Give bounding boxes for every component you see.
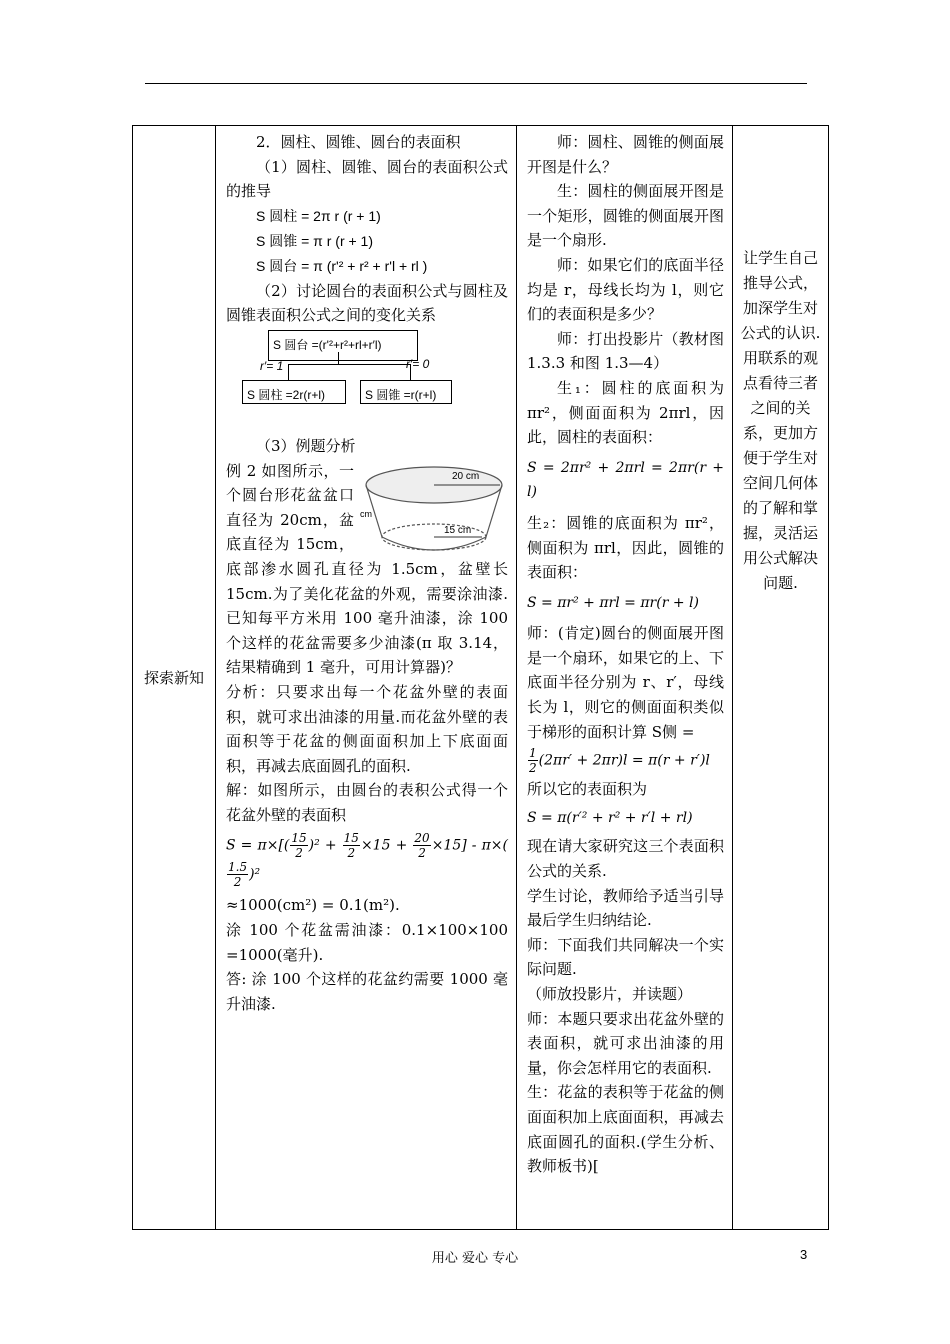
relation-diagram [226,330,508,430]
page-number: 3 [800,1247,808,1262]
flowerpot-figure [360,463,508,555]
teacher-action: （师放投影片，并读题） [527,985,693,1003]
diagram-cone-box: S 圆锥 =r(r+l) [360,380,452,404]
surface-area-formula: S = π×[( $\frac{15}{2}$ )² + $\frac{15}{2}$ ×15 + $\frac{20}{2}$ ×15] - π×( $\frac{1.5}{2}$ )² [226,831,509,890]
cone-surface-formula: S = πr² + πrl = πr(r + l) [527,594,699,611]
teacher-question-5: 所以它的表面积为 [527,780,648,799]
subheading-2: （2）讨论圆台的表面积公式与圆柱及圆锥表面积公式之间的变化关系 [226,281,508,325]
intent-text-2: 用联系的观点看待三者之间的关系，更加方便于学生对空间几何体的了解和掌握，灵活运用公式解决问题. [742,349,818,592]
student-answer-2: 生₁：圆柱的底面积为 πr²，侧面面积为 2πrl，因此，圆柱的表面积： [527,378,724,447]
section-label: 探索新知 [143,669,204,687]
diagram-cylinder-box: S 圆柱 =2r(r+l) [242,380,346,404]
subheading-3: （3）例题分析 [256,436,356,455]
teacher-question-2: 师：如果它们的底面半径均是 r，母线长均为 l，则它们的表面积是多少？ [527,255,724,324]
teacher-question-7: 师：下面我们共同解决一个实际问题. [527,935,724,979]
subheading-1: （1）圆柱、圆锥、圆台的表面积公式的推导 [226,157,508,201]
content-cell [216,126,517,1230]
header-rule [145,83,807,84]
dialogue-cell [517,126,733,1230]
diagram-connector [288,364,410,365]
student-answer-1: 生：圆柱的侧面展开图是一个矩形，圆锥的侧面展开图是一个扇形. [527,182,724,250]
intent-text-1: 让学生自己推导公式，加深学生对公式的认识. [740,249,821,342]
diagram-left-label: r′= 1 [260,358,284,373]
figure-side-label: cm [360,508,372,519]
figure-top-label: 20 cm [452,470,480,482]
diagram-connector [288,364,289,380]
analysis-text: 分析：只要求出每一个花盆外壁的表面积，就可求出油漆的用量.而花盆外壁的表面积等于花盆的侧面面积加上下底面面积，再减去底面圆孔的面积. [226,682,508,775]
lesson-table [132,125,829,1230]
teacher-question-9: 师：本题只要求出花盆外壁的表面积，就可求出油漆的用量，你会怎样用它的表面积. [527,1009,724,1077]
heading: 2．圆柱、圆锥、圆台的表面积 [256,133,461,151]
example-text: 例 2 如图所示，一个圆台形花盆盆口直径为 20cm，盆底直径为 15cm，底部渗水圆孔直径为 1.5cm，盆壁长 15cm.为了美化花盆的外观，需要涂油漆.已知每平方米用 100 毫升油漆，涂 100 个这样的花盆需要多少油漆(π 取 3.14，结果精确到 1 毫升，可用计算器)？ [226,461,508,677]
student-answer-4: 生：花盆的表积等于花盆的侧面面积加上底面面积，再减去底面圆孔的面积.(学生分析、教师板书)[ [527,1083,724,1176]
figure-bottom-label: 15 cm [444,524,472,536]
teacher-question-4: 师：(肯定)圆台的侧面展开图是一个扇环，如果它的上、下底面半径分别为 r、r′，母线长为 l，则它的侧面面积类似于梯形的面积计算 S侧 = [527,624,724,741]
paint-text: 涂 100 个花盆需油漆：0.1×100×100 =1000(毫升). [226,921,508,964]
formula-cone: S 圆锥 = π r (r + 1) [256,232,374,249]
diagram-right-label: r′= 0 [406,356,430,371]
footer: 用心 爱心 专心 [431,1251,519,1266]
diagram-frustum-box: S 圆台 =(r'²+r²+rl+r′l) [268,330,418,361]
student-answer-3: 生₂：圆锥的底面积为 πr²，侧面积为 πrl，因此，圆锥的表面积： [527,513,724,582]
teacher-question-5b: 现在请大家研究这三个表面积公式的关系. [527,837,724,881]
solution-text: 解：如图所示，由圆台的表积公式得一个花盆外壁的表面积 [226,781,508,824]
formula-cylinder: S 圆柱 = 2π r (r + 1) [256,207,381,224]
diagram-connector [338,352,339,364]
cylinder-surface-formula: S = 2πr² + 2πrl = 2πr(r + l) [527,459,724,501]
discussion-text: 学生讨论，教师给予适当引导最后学生归纳结论. [527,886,724,930]
formula-frustum: S 圆台 = π (r'² + r² + r'l + rl ) [256,257,428,274]
frustum-surface-formula: S = π(r′² + r² + r′l + rl) [527,809,693,826]
approx-text: ≈1000(cm²) = 0.1(m²). [226,896,400,915]
intent-cell [733,126,829,1230]
answer-text: 答: 涂 100 个这样的花盆约需要 1000 毫升油漆. [226,970,508,1013]
section-label-cell [133,126,216,1230]
teacher-question-1: 师：圆柱、圆锥的侧面展开图是什么？ [527,133,724,176]
teacher-question-3: 师：打出投影片（教材图 1.3.3 和图 1.3—4） [527,329,724,373]
lateral-area-formula: $\frac{1}{2}$ (2πr′ + 2πr)l = π(r + r′)l [529,746,710,776]
